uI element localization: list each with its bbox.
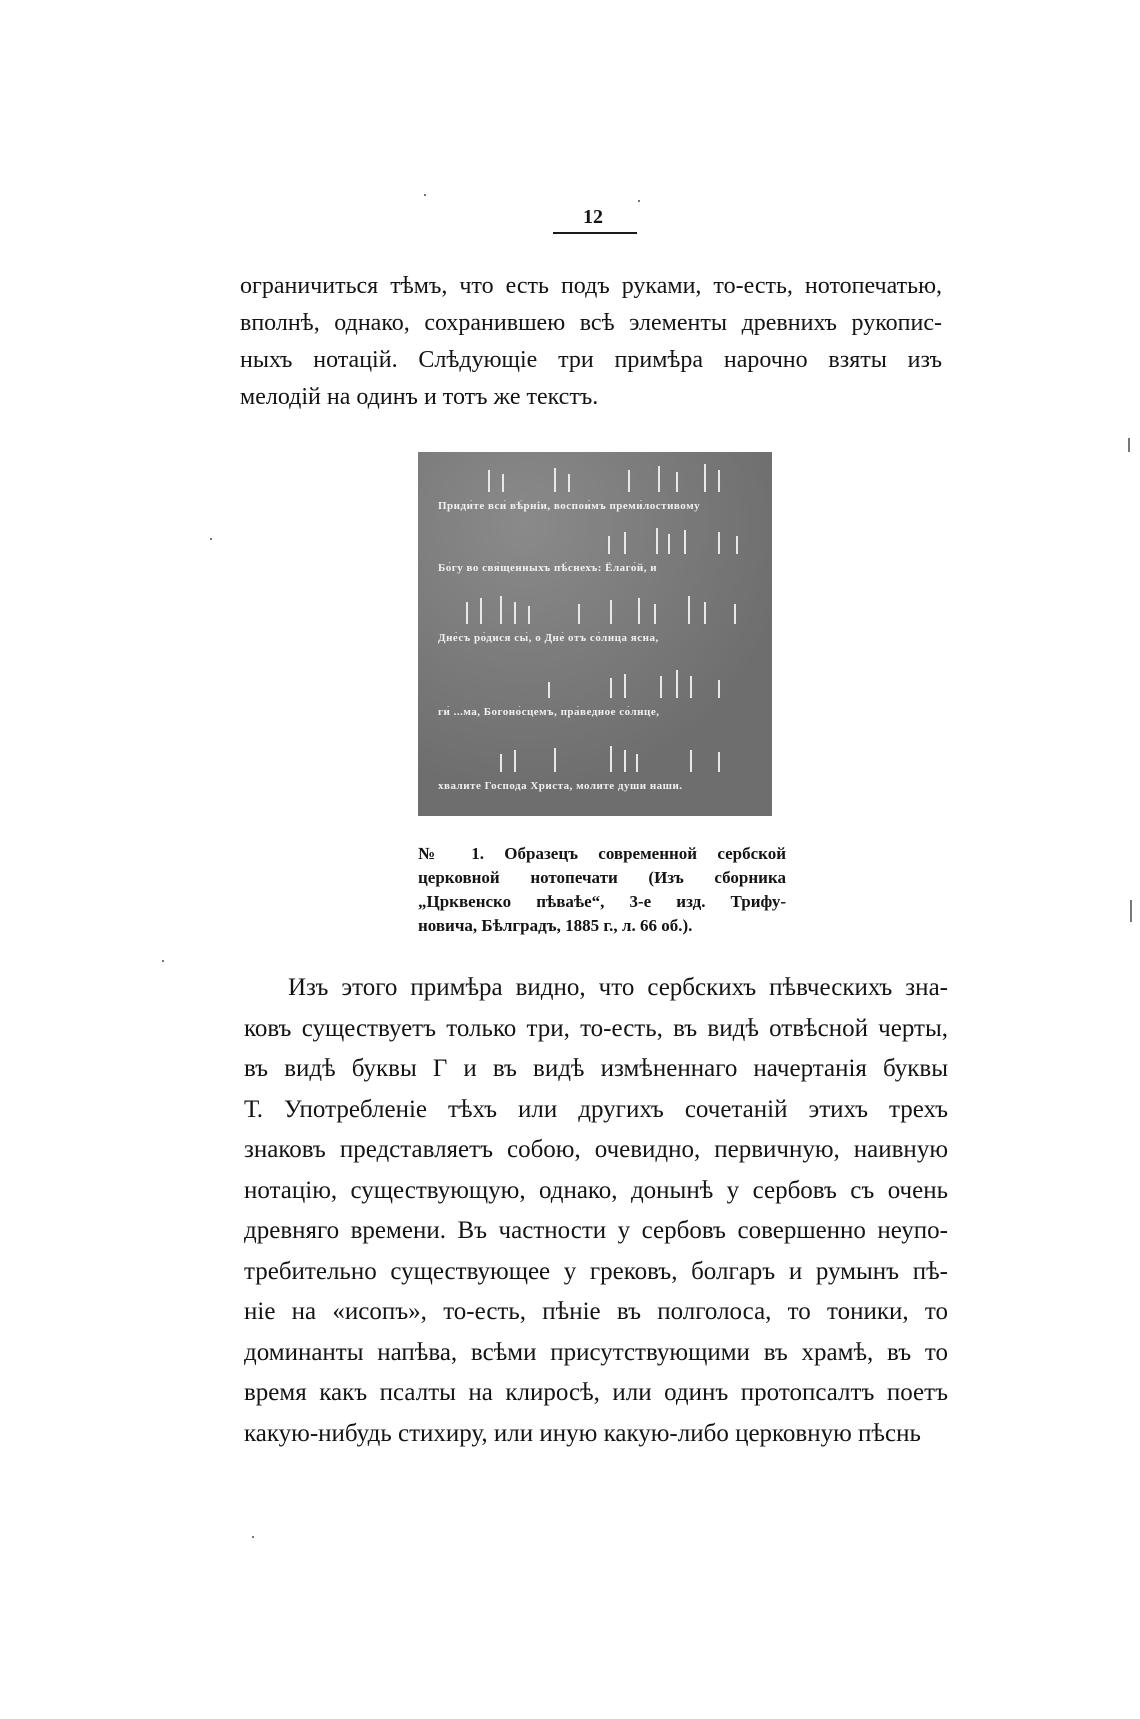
notation-text: Бо́гу во свя́щенныхъ пѣ́снехъ: Ёлаго́й, и	[438, 562, 658, 574]
scan-speck	[424, 194, 426, 196]
body-paragraph	[244, 968, 948, 1454]
body-line: доминанты напѣва, всѣми присутствующими въ храмѣ, въ то	[244, 1338, 948, 1366]
notation-row	[418, 740, 772, 800]
intro-paragraph	[240, 268, 942, 416]
body-line: въ видѣ буквы Г и въ видѣ измѣненнаго начертанія буквы	[244, 1055, 948, 1082]
scan-speck	[210, 538, 212, 540]
body-line: знаковъ представляетъ собою, очевидно, первичную, наивную	[244, 1136, 948, 1163]
body-line: требительно существующее у грековъ, болгаръ и румынъ пѣ-	[244, 1257, 948, 1285]
body-line: ковъ существуетъ только три, то-есть, въ видѣ отвѣсной черты,	[244, 1014, 948, 1042]
caption-line: церковной нотопечати (Изъ сборника	[418, 868, 786, 887]
notation-text: Приди́те вси́ вѣ́рніи, воспои́мъ преми́лостивому	[438, 500, 701, 512]
notation-row	[418, 666, 772, 726]
caption-line: № 1. Образецъ современной сербской	[418, 844, 786, 863]
page-number: 12	[583, 206, 603, 228]
notation-text: xвалите Господа Христа, молите души наши.	[438, 780, 683, 792]
scan-speck	[252, 1536, 254, 1538]
body-line: какую-нибудь стихиру, или иную какую-либо церковную пѣснь	[244, 1419, 921, 1447]
body-line: нотацію, существующую, однако, донынѣ у сербовъ съ очень	[244, 1176, 948, 1204]
intro-line: мелодій на одинъ и тотъ же текстъ.	[240, 384, 599, 410]
scan-speck	[162, 960, 164, 962]
scan-speck	[1130, 900, 1132, 922]
notation-row	[418, 592, 772, 652]
scan-speck	[1128, 438, 1130, 452]
notation-text: Дне́съ ро́дися сы́, о Дне́ отъ со́лнца ясна,	[438, 632, 659, 644]
body-line: Т. Употребленіе тѣхъ или другихъ сочетаній этихъ трехъ	[244, 1095, 948, 1123]
caption-line: новича, Бѣлградъ, 1885 г., л. 66 об.).	[418, 916, 693, 935]
intro-line: ныхъ нотацій. Слѣдующіе три примѣра нарочно взяты изъ	[240, 347, 942, 373]
figure-caption	[418, 842, 786, 938]
body-line: ніе на «исопъ», то-есть, пѣніе въ полголоса, то тоники, то	[244, 1298, 948, 1325]
body-line: время какъ псалты на клиросѣ, или одинъ протопсалтъ поетъ	[244, 1379, 948, 1406]
page-number-rule	[553, 232, 637, 234]
intro-line: вполнѣ, однако, сохранившею всѣ элементы древнихъ рукопис-	[240, 310, 942, 336]
notation-row	[418, 460, 772, 520]
caption-line: „Црквенско пѣваѣе“, 3-е изд. Трифу-	[418, 892, 786, 911]
intro-line: ограничиться тѣмъ, что есть подъ руками, то-есть, нотопечатью,	[240, 273, 942, 299]
scan-speck	[638, 200, 640, 202]
notation-figure	[418, 452, 772, 816]
notation-text: ги́ ...ма, Богоно́сцемъ, пра́ведное со́лнце,	[438, 706, 660, 718]
body-line: древняго времени. Въ частности у сербовъ совершенно неупо-	[244, 1217, 948, 1244]
notation-row	[418, 522, 772, 582]
body-line: Изъ этого примѣра видно, что сербскихъ пѣвческихъ зна-	[288, 974, 948, 1001]
